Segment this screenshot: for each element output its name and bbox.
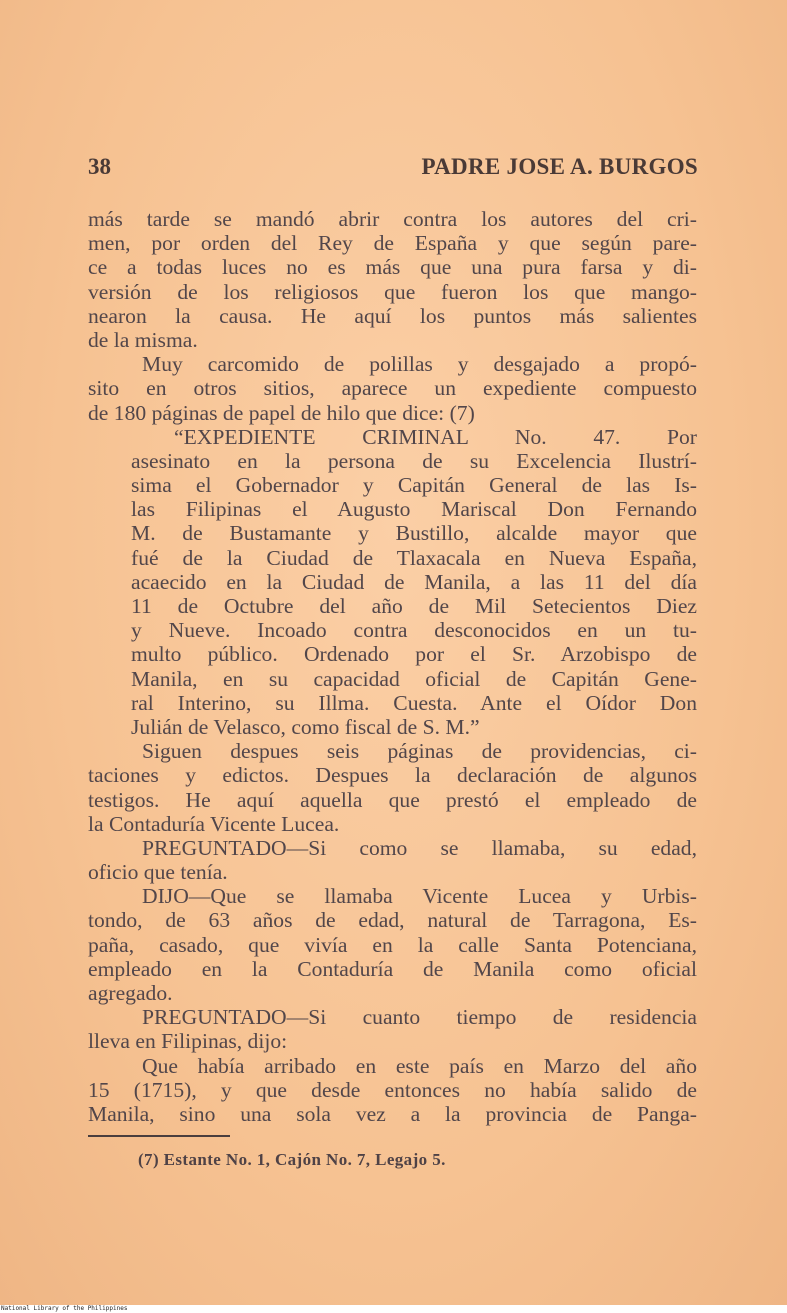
text-line: Manila, sino una sola vez a la provincia de Panga- (88, 1101, 697, 1126)
text-line: “EXPEDIENTE CRIMINAL No. 47. Por (174, 424, 697, 449)
text-line: de 180 páginas de papel de hilo que dice: (7) (88, 400, 475, 425)
text-line: la Contaduría Vicente Lucea. (88, 811, 340, 836)
text-line: versión de los religiosos que fueron los que mango- (88, 279, 697, 304)
text-line: men, por orden del Rey de España y que según pare- (88, 231, 697, 256)
page-header (88, 154, 698, 184)
text-line: agregado. (88, 981, 173, 1005)
text-line: lleva en Filipinas, dijo: (88, 1029, 288, 1054)
text-line: más tarde se mandó abrir contra los autores del cri- (88, 207, 697, 231)
text-line: las Filipinas el Augusto Mariscal Don Fernando (131, 497, 697, 522)
text-line: Julián de Velasco, como fiscal de S. M.” (131, 714, 480, 739)
footnote-divider (88, 1135, 230, 1137)
text-line: 11 de Octubre del año de Mil Setecientos Diez (131, 594, 697, 618)
text-line: PREGUNTADO—Si como se llamaba, su edad, (142, 835, 697, 860)
text-line: taciones y edictos. Despues la declaración de algunos (88, 763, 697, 788)
text-line: asesinato en la persona de su Excelencia Ilustrí- (131, 448, 697, 473)
page-number: 38 (88, 154, 111, 179)
text-line: oficio que tenía. (88, 860, 228, 885)
text-line: sito en otros sitios, aparece un expediente compuesto (88, 376, 697, 401)
library-credit: National Library of the Philippines (1, 1305, 128, 1312)
text-line: paña, casado, que vivía en la calle Santa Potenciana, (88, 932, 697, 957)
text-line: Manila, en su capacidad oficial de Capitán Gene- (131, 666, 697, 691)
text-line: multo público. Ordenado por el Sr. Arzobispo de (131, 642, 697, 667)
text-line: Siguen despues seis páginas de providencias, ci- (142, 739, 697, 764)
text-line: nearon la causa. He aquí los puntos más salientes (88, 303, 697, 328)
text-line: PREGUNTADO—Si cuanto tiempo de residencia (142, 1005, 697, 1030)
text-line: sima el Gobernador y Capitán General de las Is- (131, 473, 697, 498)
text-line: fué de la Ciudad de Tlaxacala en Nueva España, (131, 545, 697, 570)
text-line: acaecido en la Ciudad de Manila, a las 11 del día (131, 569, 697, 594)
text-line: M. de Bustamante y Bustillo, alcalde mayor que (131, 521, 697, 546)
text-line: 15 (1715), y que desde entonces no había salido de (88, 1077, 697, 1102)
text-line: Muy carcomido de polillas y desgajado a propó- (142, 352, 697, 377)
text-line: empleado en la Contaduría de Manila como oficial (88, 956, 697, 981)
text-line: Que había arribado en este país en Marzo del año (142, 1053, 697, 1078)
text-line: testigos. He aquí aquella que prestó el empleado de (88, 787, 697, 812)
running-title: PADRE JOSE A. BURGOS (421, 154, 698, 179)
text-line: tondo, de 63 años de edad, natural de Tarragona, Es- (88, 908, 697, 933)
footnote: (7) Estante No. 1, Cajón No. 7, Legajo 5. (138, 1150, 446, 1169)
text-line: ral Interino, su Illma. Cuesta. Ante el Oídor Don (131, 690, 697, 715)
text-line: y Nueve. Incoado contra desconocidos en un tu- (131, 618, 697, 643)
text-line: DIJO—Que se llamaba Vicente Lucea y Urbis- (142, 884, 697, 909)
text-line: de la misma. (88, 327, 198, 352)
text-line: ce a todas luces no es más que una pura farsa y di- (88, 255, 697, 280)
body-text (88, 207, 697, 1126)
